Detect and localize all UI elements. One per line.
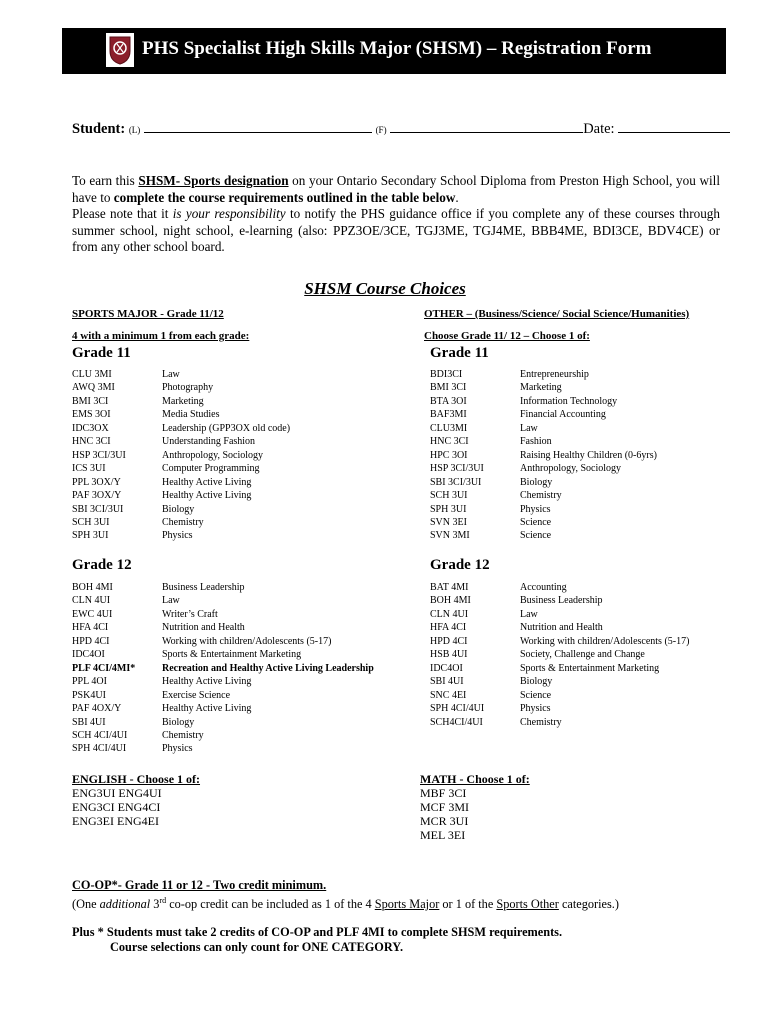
course-name: Marketing <box>520 382 562 394</box>
course-name: Physics <box>520 703 551 715</box>
sports-major-header: SPORTS MAJOR - Grade 11/12 <box>72 308 224 320</box>
course-name: Biology <box>162 503 195 515</box>
course-row <box>430 462 657 475</box>
course-row <box>430 621 689 634</box>
course-code: IDC4OI <box>72 649 105 661</box>
course-name: Raising Healthy Children (0-6yrs) <box>520 449 657 461</box>
course-row <box>430 449 657 462</box>
course-row <box>430 422 657 435</box>
course-name: Nutrition and Health <box>520 622 603 634</box>
course-name: Understanding Fashion <box>162 436 256 448</box>
first-name-field[interactable] <box>390 120 583 133</box>
course-code: HNC 3CI <box>72 436 111 448</box>
course-code: BDI3CI <box>430 369 463 380</box>
math-course: MCF 3MI <box>420 800 470 814</box>
course-code: SCH 3UI <box>72 516 110 528</box>
course-code: IDC4OI <box>430 662 463 674</box>
course-name: Physics <box>162 530 193 542</box>
intro-paragraph-1: To earn this SHSM- Sports designation on your Ontario Secondary School Diploma from Preston High School, you will have to complete the course requirements outlined in the table below. <box>72 173 720 205</box>
math-course: MBF 3CI <box>420 786 467 800</box>
course-row <box>72 729 374 742</box>
course-name: Computer Programming <box>162 463 260 475</box>
course-row <box>430 408 657 421</box>
sports-major-instruction: 4 with a minimum 1 from each grade: <box>72 330 250 342</box>
course-name: Information Technology <box>520 395 618 407</box>
course-row <box>72 503 290 516</box>
course-row <box>430 476 657 489</box>
right-grade12-title: Grade 12 <box>430 557 490 573</box>
course-row <box>72 435 290 448</box>
course-code: HSP 3CI/3UI <box>72 449 126 461</box>
section-title: SHSM Course Choices <box>304 279 466 298</box>
course-row <box>430 648 689 661</box>
course-code: BMI 3CI <box>430 382 467 394</box>
course-code: HPD 4CI <box>430 635 468 647</box>
course-name: Biology <box>162 716 195 728</box>
course-code: SNC 4EI <box>430 689 467 701</box>
course-name: Chemistry <box>162 729 204 741</box>
course-name: Law <box>162 595 180 607</box>
english-title: ENGLISH - Choose 1 of: <box>72 772 201 786</box>
course-code: SBI 4UI <box>430 676 464 688</box>
course-code: SCH4CI/4UI <box>430 716 483 728</box>
course-row <box>72 449 290 462</box>
course-code: SBI 3CI/3UI <box>72 503 124 515</box>
course-row <box>72 716 374 729</box>
course-name: Media Studies <box>162 409 220 421</box>
course-row <box>430 689 689 702</box>
course-name: Chemistry <box>520 716 562 728</box>
other-instruction: Choose Grade 11/ 12 – Choose 1 of: <box>424 330 590 342</box>
first-name-marker: (F) <box>375 125 387 135</box>
course-name: Chemistry <box>162 516 204 528</box>
right-grade12-list <box>430 581 689 729</box>
english-course: ENG3CI ENG4CI <box>72 800 161 814</box>
course-code: SCH 3UI <box>430 490 468 502</box>
course-row <box>72 702 374 715</box>
left-grade11-title: Grade 11 <box>72 345 131 361</box>
course-code: SPH 4CI/4UI <box>72 743 127 755</box>
course-code: SBI 3CI/3UI <box>430 476 482 488</box>
course-code: SBI 4UI <box>72 716 106 728</box>
course-row <box>72 408 290 421</box>
course-row <box>430 489 657 502</box>
intro-text <box>72 173 720 256</box>
course-name: Marketing <box>162 395 204 407</box>
course-row <box>430 716 689 729</box>
course-row <box>430 529 657 542</box>
left-grade12-title: Grade 12 <box>72 557 132 573</box>
course-code: HFA 4CI <box>430 622 467 634</box>
course-row <box>72 581 374 594</box>
course-code: HNC 3CI <box>430 436 469 448</box>
course-code: BOH 4MI <box>72 582 113 593</box>
course-name: Accounting <box>520 582 567 593</box>
course-row <box>430 581 689 594</box>
course-name: Society, Challenge and Change <box>520 649 645 661</box>
course-code: PLF 4CI/4MI* <box>72 662 136 674</box>
course-row <box>430 503 657 516</box>
course-name: Biology <box>520 476 553 488</box>
course-row <box>430 675 689 688</box>
math-course: MCR 3UI <box>420 814 469 828</box>
course-code: PSK4UI <box>72 689 106 701</box>
course-row <box>72 662 374 675</box>
english-list <box>72 786 162 828</box>
course-name: Photography <box>162 382 214 394</box>
right-grade11-list <box>430 368 657 543</box>
course-row <box>72 608 374 621</box>
course-code: HPC 3OI <box>430 449 468 461</box>
course-code: PAF 3OX/Y <box>72 490 122 502</box>
course-name: Law <box>162 369 180 380</box>
date-label: Date: <box>583 121 615 137</box>
course-code: BAF3MI <box>430 409 467 421</box>
course-code: CLN 4UI <box>430 608 469 620</box>
course-row <box>430 608 689 621</box>
course-row <box>72 648 374 661</box>
course-row <box>430 435 657 448</box>
course-code: SCH 4CI/4UI <box>72 729 128 741</box>
title-banner <box>62 28 726 74</box>
course-name: Working with children/Adolescents (5-17) <box>520 635 690 647</box>
course-name: Science <box>520 516 552 528</box>
course-name: Law <box>520 422 538 434</box>
course-row <box>430 395 657 408</box>
course-code: PAF 4OX/Y <box>72 703 122 715</box>
course-row <box>72 462 290 475</box>
english-course: ENG3UI ENG4UI <box>72 786 162 800</box>
course-name: Writer’s Craft <box>162 608 218 620</box>
student-info-line <box>72 120 730 138</box>
intro-paragraph-2: Please note that it is your responsibility to notify the PHS guidance office if you complete any of these courses through summer school, night school, e-learning (also: PPZ3OE/3CE, TGJ3ME, TGJ4ME, BBB4ME, BDI3CE, BDV4CE) or from any other school board. <box>72 206 720 254</box>
course-name: Leadership (GPP3OX old code) <box>162 422 291 434</box>
course-row <box>430 368 657 381</box>
course-name: Nutrition and Health <box>162 622 245 634</box>
coop-title: CO-OP*- Grade 11 or 12 - Two credit minimum. <box>72 878 327 892</box>
course-code: CLN 4UI <box>72 595 111 607</box>
plus-line-1: Plus * Students must take 2 credits of CO-OP and PLF 4MI to complete SHSM requirements. <box>72 925 563 939</box>
course-code: SVN 3MI <box>430 530 470 542</box>
course-row <box>72 742 374 755</box>
course-row <box>72 621 374 634</box>
course-code: SPH 3UI <box>72 530 109 542</box>
other-header: OTHER – (Business/Science/ Social Science/Humanities) <box>424 308 690 320</box>
last-name-marker: (L) <box>128 125 141 135</box>
course-code: HSP 3CI/3UI <box>430 463 484 475</box>
course-row <box>72 594 374 607</box>
coop-section <box>72 878 619 912</box>
course-name: Anthropology, Sociology <box>162 449 264 461</box>
coop-note: (One additional 3rd co-op credit can be included as 1 of the 4 Sports Major or 1 of the Sports Other categories.) <box>72 896 619 912</box>
course-name: Business Leadership <box>162 582 245 593</box>
course-row <box>72 395 290 408</box>
course-row <box>430 594 689 607</box>
course-row <box>72 476 290 489</box>
course-row <box>72 381 290 394</box>
course-name: Science <box>520 530 552 542</box>
course-row <box>72 489 290 502</box>
course-code: AWQ 3MI <box>72 382 115 394</box>
course-row <box>72 635 374 648</box>
english-course: ENG3EI ENG4EI <box>72 814 159 828</box>
course-name: Biology <box>520 676 553 688</box>
school-crest-icon <box>106 33 134 67</box>
course-code: EMS 3OI <box>72 409 111 421</box>
course-name: Chemistry <box>520 490 562 502</box>
course-name: Sports & Entertainment Marketing <box>162 649 302 661</box>
course-name: Science <box>520 689 552 701</box>
course-name: Physics <box>162 743 193 755</box>
course-name: Fashion <box>520 436 552 448</box>
course-row <box>72 675 374 688</box>
course-row <box>72 368 290 381</box>
math-title: MATH - Choose 1 of: <box>420 772 530 786</box>
course-code: PPL 4OI <box>72 676 107 688</box>
course-code: SPH 3UI <box>430 503 467 515</box>
plus-requirements <box>72 925 562 955</box>
course-code: SVN 3EI <box>430 516 467 528</box>
page-title: PHS Specialist High Skills Major (SHSM) – Registration Form <box>142 38 652 59</box>
course-name: Law <box>520 608 538 620</box>
course-code: SPH 4CI/4UI <box>430 703 485 715</box>
left-grade12-list <box>72 581 374 756</box>
course-code: HFA 4CI <box>72 622 109 634</box>
course-row <box>72 422 290 435</box>
course-code: BTA 3OI <box>430 395 467 407</box>
course-code: EWC 4UI <box>72 608 113 620</box>
course-code: BAT 4MI <box>430 582 469 593</box>
course-name: Healthy Active Living <box>162 490 252 502</box>
course-name: Healthy Active Living <box>162 703 252 715</box>
course-row <box>430 516 657 529</box>
course-code: PPL 3OX/Y <box>72 476 121 488</box>
course-row <box>430 635 689 648</box>
course-code: HPD 4CI <box>72 635 110 647</box>
course-name: Healthy Active Living <box>162 476 252 488</box>
course-row <box>72 689 374 702</box>
plus-line-2: Course selections can only count for ONE CATEGORY. <box>110 940 404 954</box>
course-name: Recreation and Healthy Active Living Leadership <box>162 662 374 674</box>
course-name: Financial Accounting <box>520 409 606 421</box>
course-name: Physics <box>520 503 551 515</box>
student-label: Student: <box>72 121 126 137</box>
course-row <box>72 529 290 542</box>
course-code: ICS 3UI <box>72 463 106 475</box>
course-name: Anthropology, Sociology <box>520 463 622 475</box>
course-code: HSB 4UI <box>430 649 468 661</box>
right-grade11-title: Grade 11 <box>430 345 489 361</box>
course-row <box>72 516 290 529</box>
course-name: Entrepreneurship <box>520 369 589 380</box>
date-field[interactable] <box>618 120 730 133</box>
course-name: Healthy Active Living <box>162 676 252 688</box>
left-grade11-list <box>72 368 290 543</box>
course-row <box>430 662 689 675</box>
course-code: IDC3OX <box>72 422 109 434</box>
course-row <box>430 381 657 394</box>
course-name: Sports & Entertainment Marketing <box>520 662 660 674</box>
math-list <box>420 786 469 842</box>
math-course: MEL 3EI <box>420 828 466 842</box>
course-row <box>430 702 689 715</box>
course-name: Exercise Science <box>162 689 231 701</box>
course-code: CLU 3MI <box>72 369 112 380</box>
course-code: CLU3MI <box>430 422 468 434</box>
course-code: BMI 3CI <box>72 395 109 407</box>
course-name: Working with children/Adolescents (5-17) <box>162 635 332 647</box>
last-name-field[interactable] <box>144 120 372 133</box>
course-code: BOH 4MI <box>430 595 471 607</box>
course-name: Business Leadership <box>520 595 603 607</box>
